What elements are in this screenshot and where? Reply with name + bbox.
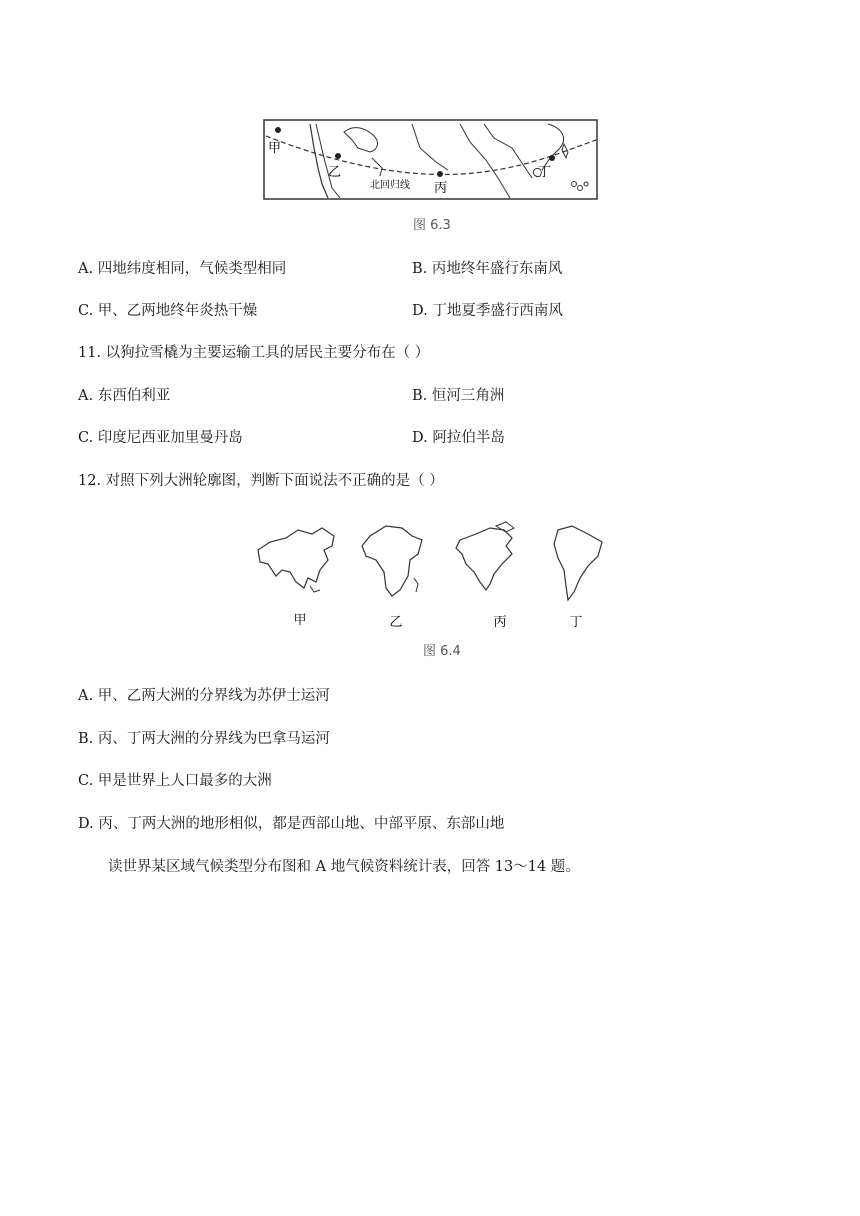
q12-option-a: A. 甲、乙两大洲的分界线为苏伊士运河 [78,688,330,704]
q12-stem: 12. 对照下列大洲轮廓图，判断下面说法不正确的是（ ） [78,473,444,489]
q11-stem: 11. 以狗拉雪橇为主要运输工具的居民主要分布在（ ） [78,345,430,361]
q10-option-c: C. 甲、乙两地终年炎热干燥 [78,303,258,319]
label-yi: 乙 [389,615,403,630]
q12-option-d: D. 丙、丁两大洲的地形相似，都是西部山地、中部平原、东部山地 [78,816,505,832]
continent-eurasia [258,528,334,588]
point-yi [335,153,341,159]
q11-option-b: B. 恒河三角洲 [412,388,505,404]
label-ding: 丁 [538,165,552,180]
point-jia [275,127,281,133]
label-bing: 丙 [434,181,448,196]
q12-option-b: B. 丙、丁两大洲的分界线为巴拿马运河 [78,731,330,747]
continent-north-america [456,528,512,590]
figure-6-3-caption: 图 6.3 [413,218,451,233]
continent-south-america [554,526,602,600]
q11-option-d: D. 阿拉伯半岛 [412,430,505,446]
figure-6-3-map [262,118,600,202]
point-bing [437,171,443,177]
figure-6-4-caption: 图 6.4 [423,644,461,659]
madagascar [414,578,418,592]
q10-option-d: D. 丁地夏季盛行西南风 [412,303,563,319]
point-ding [549,155,555,161]
q13-14-intro: 读世界某区域气候类型分布图和 A 地气候资料统计表，回答 13～14 题。 [108,859,580,875]
q11-option-a: A. 东西伯利亚 [78,388,171,404]
label-tropic: 北回归线 [370,180,410,191]
q10-option-b: B. 丙地终年盛行东南风 [412,261,563,277]
eurasia-islands [310,586,320,592]
label-yi: 乙 [328,165,342,180]
q12-option-c: C. 甲是世界上人口最多的大洲 [78,773,272,789]
figure-6-4-continents [250,520,615,632]
q10-option-a: A. 四地纬度相同，气候类型相同 [78,261,287,277]
map-frame [264,120,597,199]
label-jia: 甲 [268,141,282,156]
continent-africa [362,526,422,596]
label-ding: 丁 [569,615,583,630]
label-jia: 甲 [293,613,307,628]
label-bing: 丙 [493,615,507,630]
q11-option-c: C. 印度尼西亚加里曼丹岛 [78,430,243,446]
